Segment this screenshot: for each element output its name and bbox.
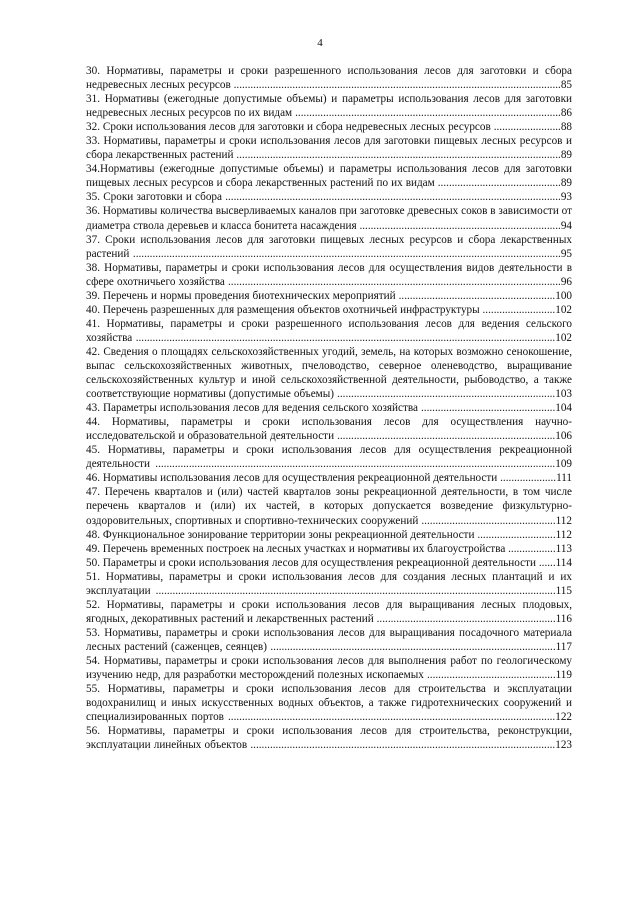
toc-dot-leader: ...... (538, 556, 556, 569)
toc-dot-leader: ................................................ (421, 514, 556, 527)
toc-entry-page: 113 (555, 542, 573, 555)
toc-entry (86, 162, 572, 190)
toc-dot-leader: ........................................................................ (359, 219, 561, 232)
toc-entry-page: 119 (555, 669, 572, 682)
toc-entry (86, 542, 572, 556)
toc-dot-leader: ........................ (493, 121, 561, 134)
toc-entry-title: 50. Параметры и сроки использования лесов для осуществления рекреационной деятельности (86, 556, 536, 569)
toc-entry-page: 88 (560, 121, 573, 134)
toc-entry-page: 115 (555, 584, 572, 597)
toc-dot-leader: .................................................................................................................... (236, 149, 561, 162)
toc-dot-leader: ..................................................................................................................... (233, 79, 561, 92)
toc-dot-leader: ....................................................................................................................... (227, 275, 561, 288)
toc-entry-page: 117 (555, 640, 572, 653)
toc-entry-title: 43. Параметры использования лесов для ведения сельского хозяйства (86, 402, 419, 415)
toc-entry (86, 724, 572, 752)
toc-entry-title: 33. Нормативы, параметры и сроки использования лесов для заготовки пищевых лесных ресурсов и сбора лекарственных растений (86, 135, 572, 162)
toc-entry (86, 654, 572, 682)
toc-entry-page: 111 (556, 472, 573, 485)
toc-dot-leader: ........................................................................................................................ (225, 191, 561, 204)
toc-entry (86, 570, 572, 598)
toc-entry-title: 40. Перечень разрешенных для размещения объектов охотничьей инфраструктуры (86, 303, 480, 316)
toc-dot-leader: ................. (508, 542, 556, 555)
toc-entry-page: 109 (555, 458, 572, 471)
page-number: 4 (317, 37, 323, 49)
toc-entry-title: 55. Нормативы, параметры и сроки использования лесов для строительства и эксплуатации водохранилищ и иных искусственных водных объектов, а также гидротехнических сооружений и специализированных портов (86, 683, 572, 724)
toc-dot-leader: ............................................ (437, 177, 561, 190)
toc-entry-title: 30. Нормативы, параметры и сроки разрешенного использования лесов для заготовки и сбора недревесных лесных ресурсов (86, 65, 572, 92)
toc-entry-title: 41. Нормативы, параметры и сроки разрешенного использования лесов для ведения сельского хозяйства (86, 317, 572, 344)
toc-entry-title: 32. Сроки использования лесов для заготовки и сбора недревесных лесных ресурсов (86, 121, 491, 134)
toc-entry-page: 112 (555, 514, 572, 527)
toc-entry-page: 95 (560, 247, 572, 260)
toc-entry (86, 289, 572, 303)
toc-dot-leader: ............................................................................................................................................... (155, 458, 556, 471)
toc-entry-page: 102 (555, 331, 572, 344)
toc-entry-page: 102 (555, 303, 572, 316)
toc-entry (86, 682, 572, 724)
toc-entry (86, 415, 572, 443)
toc-entry-title: 44. Нормативы, параметры и сроки использования лесов для осуществления научно-исследовательской и образовательной деятельности (86, 416, 572, 443)
toc-entry-page: 112 (555, 528, 572, 541)
toc-entry-title: 52. Нормативы, параметры и сроки использования лесов для выращивания лесных плодовых, ягодных, декоративных растений и лекарственных растений (86, 598, 572, 625)
toc-entry-page: 123 (555, 739, 572, 752)
toc-entry-title: 51. Нормативы, параметры и сроки использования лесов для создания лесных плантаций и их эксплуатации (86, 570, 572, 597)
toc-dot-leader: ......................................................................................................................................................... (132, 247, 561, 260)
toc-entry (86, 64, 572, 92)
toc-entry-title: 53. Нормативы, параметры и сроки использования лесов для выращивания посадочного материала лесных растений (саженцев, сеянцев) (86, 626, 572, 653)
toc-dot-leader: ...................................................................................................................................................... (135, 331, 556, 344)
toc-entry-title: 42. Сведения о площадях сельскохозяйственных угодий, земель, на которых возможно сенокошение, выпас сельскохозяйственных животных, пчеловодство, северное оленеводство, выращивание сельскохозяйственных культур и иной сельскохозяйственной деятельности, рыбоводство, а также соответствующие нормативы (допустимые объемы) (86, 345, 572, 401)
toc-entry-title: 37. Сроки использования лесов для заготовки пищевых лесных ресурсов и сбора лекарственных растений (86, 233, 572, 260)
toc-entry (86, 92, 572, 120)
toc-entry (86, 317, 572, 345)
toc-entry-title: 39. Перечень и нормы проведения биотехнических мероприятий (86, 289, 396, 302)
toc-entry-title: 49. Перечень временных построек на лесных участках и нормативы их благоустройства (86, 542, 506, 555)
toc-entry-title: 38. Нормативы, параметры и сроки использования лесов для осуществления видов деятельности в сфере охотничьего хозяйства (86, 261, 572, 288)
toc-entry-page: 85 (560, 79, 573, 92)
toc-entry-page: 89 (560, 149, 572, 162)
toc-entry (86, 471, 572, 485)
toc-entry-title: 54. Нормативы, параметры и сроки использования лесов для выполнения работ по геологическому изучению недр, для разработки месторождений полезных ископаемых (86, 654, 572, 682)
toc-entry-title: 45. Нормативы, параметры и сроки использования лесов для осуществления рекреационной деятельности (86, 444, 572, 471)
toc-entry-page: 104 (555, 402, 573, 415)
toc-entry (86, 345, 572, 401)
toc-entry-page: 94 (560, 219, 572, 232)
toc-entry (86, 303, 572, 317)
toc-entry-page: 89 (560, 177, 572, 190)
toc-entry-title: 36. Нормативы количества высверливаемых каналов при заготовке древесных соков в зависимости от диаметра ствола деревьев и класса бонитета насаждения (86, 205, 572, 232)
toc-entry-title: 47. Перечень кварталов и (или) частей кварталов зоны рекреационной деятельности, в том числе перечень кварталов и (или) их частей, в которых допускается возведение физкультурно-оздоровительных, спортивных и спортивно-технических сооружений (86, 486, 572, 527)
table-of-contents (86, 64, 572, 752)
toc-entry-title: 31. Нормативы (ежегодные допустимые объемы) и параметры использования лесов для заготовки недревесных лесных ресурсов по их видам (86, 93, 572, 120)
toc-entry (86, 485, 572, 527)
toc-entry (86, 556, 572, 570)
toc-entry-page: 103 (555, 388, 572, 401)
toc-entry-page: 100 (555, 289, 572, 302)
toc-entry-title: 48. Функциональное зонирование территории зоны рекреационной деятельности (86, 528, 475, 541)
toc-dot-leader: ............................................................................................... (295, 107, 561, 120)
toc-entry-page: 116 (555, 612, 572, 625)
toc-entry (86, 261, 572, 289)
toc-entry-page: 93 (560, 191, 572, 204)
toc-entry-title: 35. Сроки заготовки и сбора (86, 191, 222, 204)
toc-entry-page: 106 (555, 430, 572, 443)
toc-entry (86, 528, 572, 542)
toc-dot-leader: ............................................................................................................. (250, 739, 556, 752)
toc-entry (86, 233, 572, 261)
toc-dot-leader: ..................................................................................................................... (227, 711, 556, 724)
toc-entry (86, 204, 572, 232)
toc-entry (86, 626, 572, 654)
toc-dot-leader: .................... (500, 472, 557, 485)
toc-entry-title: 46. Нормативы использования лесов для осуществления рекреационной деятельности (86, 472, 498, 485)
toc-dot-leader: ............................................................................................................................................... (155, 584, 556, 597)
toc-dot-leader: .............................................................................. (337, 430, 556, 443)
toc-dot-leader: ...................................................................................................... (270, 640, 556, 653)
toc-entry (86, 120, 572, 134)
toc-entry (86, 134, 572, 162)
toc-entry (86, 190, 572, 204)
toc-entry-page: 86 (560, 107, 573, 120)
toc-entry-title: 34.Нормативы (ежегодные допустимые объемы) и параметры использования лесов для заготовки пищевых лесных ресурсов и сбора лекарственных растений по их видам (86, 163, 572, 190)
toc-entry-page: 96 (560, 275, 572, 288)
toc-dot-leader: ................................................................ (376, 612, 556, 625)
toc-dot-leader: ............................ (477, 528, 556, 541)
toc-entry (86, 598, 572, 626)
toc-entry-page: 114 (555, 556, 572, 569)
toc-entry (86, 443, 572, 471)
toc-entry (86, 401, 572, 415)
toc-entry-title: 56. Нормативы, параметры и сроки использования лесов для строительства, реконструкции, эксплуатации линейных объектов (86, 725, 572, 752)
toc-dot-leader: .............................................................................. (337, 388, 556, 401)
toc-dot-leader: ................................................ (420, 402, 556, 415)
toc-dot-leader: .............................................. (426, 669, 556, 682)
toc-dot-leader: ........................................................ (398, 289, 556, 302)
toc-dot-leader: .......................... (482, 303, 556, 316)
toc-entry-page: 122 (555, 711, 572, 724)
